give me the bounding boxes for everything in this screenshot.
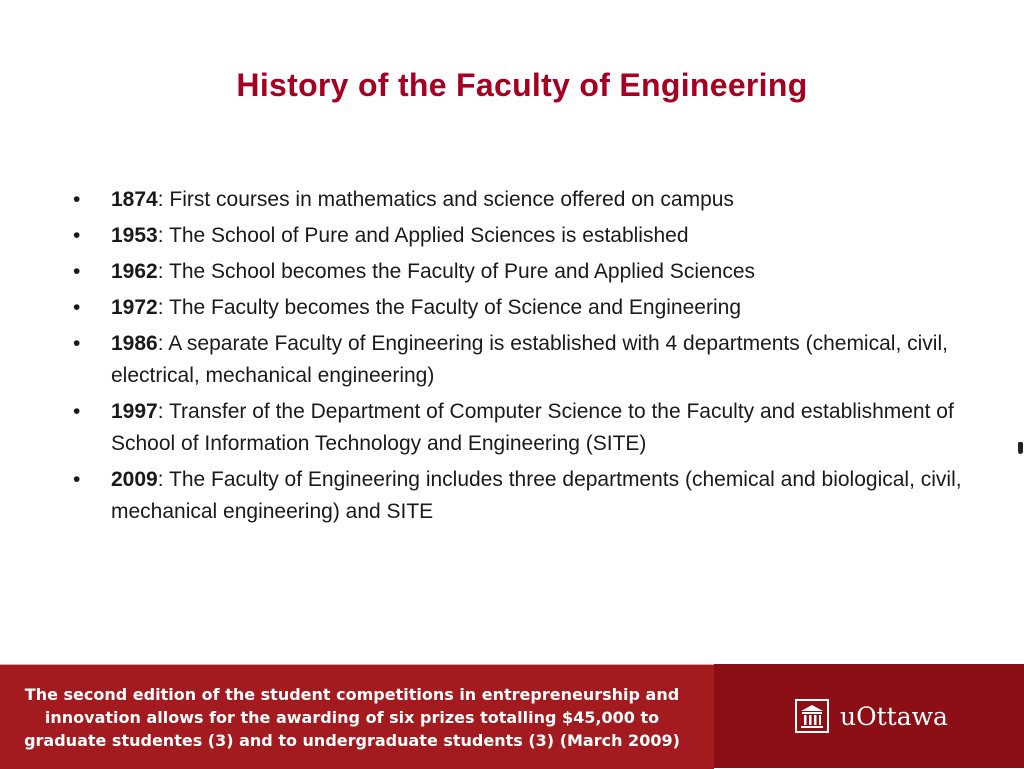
bullet-icon: • xyxy=(73,400,81,423)
item-text: : The Faculty of Engineering includes three departments (chemical and biological, civil, mechanical engineering) and SITE xyxy=(111,468,962,523)
bullet-icon: • xyxy=(73,468,81,491)
list-item xyxy=(73,328,973,392)
bullet-icon: • xyxy=(73,332,81,355)
footer-banner xyxy=(0,664,1024,768)
item-year: 1986 xyxy=(111,332,158,355)
list-item xyxy=(73,396,973,460)
stray-mark xyxy=(1018,442,1023,454)
item-text: : The School of Pure and Applied Sciences is established xyxy=(157,224,689,247)
item-text: : Transfer of the Department of Computer Science to the Faculty and establishment of School of Information Technology and Engineering (SITE) xyxy=(111,400,954,455)
item-year: 1997 xyxy=(111,400,158,423)
logo-text: uOttawa xyxy=(840,701,948,731)
list-item xyxy=(73,464,973,528)
item-text: : The School becomes the Faculty of Pure and Applied Sciences xyxy=(157,260,756,283)
list-item xyxy=(73,256,973,288)
list-item xyxy=(73,184,973,216)
bullet-icon: • xyxy=(73,224,81,247)
bullet-icon: • xyxy=(73,260,81,283)
footer-logo-panel xyxy=(714,664,1024,768)
item-text: : A separate Faculty of Engineering is established with 4 departments (chemical, civil, electrical, mechanical engineering) xyxy=(111,332,948,387)
slide-title: History of the Faculty of Engineering xyxy=(236,67,808,104)
item-text: : First courses in mathematics and science offered on campus xyxy=(157,188,734,211)
item-year: 1962 xyxy=(111,260,158,283)
item-text: : The Faculty becomes the Faculty of Science and Engineering xyxy=(157,296,741,319)
item-year: 1953 xyxy=(111,224,158,247)
footer-caption-panel xyxy=(0,664,714,769)
item-year: 2009 xyxy=(111,468,158,491)
item-year: 1874 xyxy=(111,188,158,211)
list-item xyxy=(73,292,973,324)
bullet-icon: • xyxy=(73,188,81,211)
university-building-icon xyxy=(794,698,830,734)
uottawa-logo xyxy=(794,698,948,734)
bullet-icon: • xyxy=(73,296,81,319)
list-item xyxy=(73,220,973,252)
footer-caption: The second edition of the student competitions in entrepreneurship and innovation allows for the awarding of six prizes totalling $45,000 to graduate studentes (3) and to undergraduate students (3) (March 2009) xyxy=(24,684,680,750)
history-list xyxy=(73,184,973,532)
item-year: 1972 xyxy=(111,296,158,319)
